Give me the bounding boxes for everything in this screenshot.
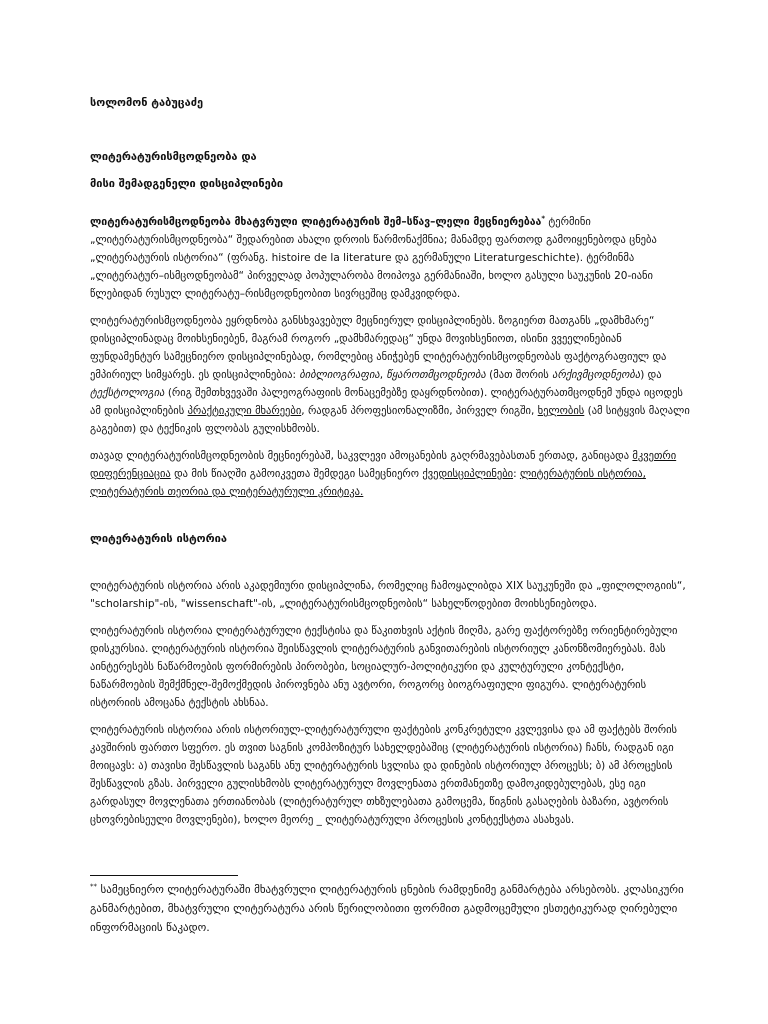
section-heading: ლიტერატურის ისტორია [90,532,227,545]
paragraph-disciplines [90,312,692,438]
author-name: სოლომონ ტაბუცაძე [90,96,204,109]
underlined-term: პრაქტიკული მხარეები [187,405,302,417]
definition-rest: ტერმინი „ლიტერატურისმცოდნეობა“ შედარებით ახალი დროის წარმონაქმნია; მანამდე ფართოდ გამოიყენებოდა ცნება „ლიტერატურის ისტორია“ (ფრანგ. histoire de la literature და გერმანული Literaturgeschichte). ტერმინმა „ლიტერატურ–ისმცოდნეობამ“ პირველად პოპულარობა მოიპოვა გერმანიაში, ხოლო გასული საუკუნის 20-იანი წლებიდან რუსულ ლიტერატუ–რისმცოდნეობით სივრცეშიც დამკვიდრდა. [90,216,657,300]
text-run: ლიტერატურისმცოდნეობა ეყრდნობა განსხვავებულ მეცნიერულ დისციპლინებს. ზოგიერთ მათგანს „დამხმარე“ დისციპლინადაც მოიხსენიებენ, მაგრამ როგორ „დამხმარედაც“ უნდა მოვიხსენიოთ, ისინი ვვეელინებიან ფუნდამენტურ სამეცნიერო დისციპლინებად, რომლებიც ანიჭებენ ლიტერატურისმცოდნეობას ფაქტოგრაფიულ და ემპირიულ სიმყარეს. ეს დისციპლინებია: [90,315,667,381]
underlined-term: ხელობის [537,405,585,417]
footnote-reference[interactable]: * [541,214,546,223]
section-body [90,577,692,838]
footnote [90,880,692,937]
italic-term: ტექსტოლოგია [90,387,165,399]
text-run: და მის წიაღში გამოიკვეთა შემდეგი სამეცნიერო [170,468,423,480]
text-run: (მათ შორის [485,369,553,381]
text-run: (ამ სიტყვის მაღალი გაგებით) და ტექნიკის ფლობას გულისხმობს. [90,405,690,435]
text-run: , რადგან პროფესიონალიზმი, პირველ რიგში, [301,405,538,417]
title-line-2: მისი შემადგენელი დისციპლინები [90,177,284,190]
paragraph-academic-discipline: ლიტერატურის ისტორია არის აკადემიური დისციპლინა, რომელიც ჩამოყალიბდა XIX საუკუნეში და „ფილოლოგიის“, "scholarship"-ის, "wissenschaft"-ის, „ლიტერატურისმცოდნეობის“ სახელწოდებით მოიხსენიებოდა. [90,580,686,610]
text-run: ) და [640,369,662,381]
footnote-mark: ** [90,882,97,891]
footnote-text: სამეცნიერო ლიტერატურაში მხატვრული ლიტერატურის ცნების რამდენიმე განმარტება არსებობს. კლასიკური განმარტებით, მხატვრული ლიტერატურა არის წერილობითი ფორმით გადმოცემული ესთეტიკურად ღირებული ინფორმაციის წაკადო. [90,883,684,934]
italic-term: წყაროთმცოდნეობა [386,369,486,381]
text-run: : [513,468,520,480]
underlined-term: ლიტერატურის ისტორია, ლიტერატურის თეორია და ლიტერატურული კრიტიკა. [90,468,646,498]
underlined-term: მკვეთრი დიფერენციაცია [90,450,677,480]
italic-term: არქივმცოდნეობა [552,369,641,381]
text-run: (რიგ შემთხვევაში პალეოგრაფიის მონაცემებზე დაყრდნობით). ლიტერატურათმცოდნემ უნდა იცოდეს ამ დისციპლინების [90,387,683,417]
definition-bold-lead: ლიტერატურისმცოდნეობა მხატვრული ლიტერატურის შემ–სწავ–ლელი მეცნიერებაა [90,216,542,228]
intro-body [90,213,692,510]
footnote-divider [90,875,238,876]
text-run: , [379,369,387,381]
paragraph-discourse: ლიტერატურის ისტორია ლიტერატურული ტექსტისა და წაკითხვის აქტის მიღმა, გარე ფაქტორებზე ორიენტირებული დისკურსია. ლიტერატურის ისტორია შეისწავლის ლიტერატურის განვითარების ისტორიულ კანონზომიერებას. მას აინტერესებს ნაწარმოების ფორმირების პირობები, სოციალურ-პოლიტიკური და კულტურული კონტექსტი, ნაწარმოების შემქმნელ-შემოქმედის პიროვნება ანუ ავტორი, როგორც ბიოგრაფიული ფიგურა. ლიტერატურის ისტორიის ამოცანა ტექსტის ახსნაა. [90,625,678,709]
italic-term: ბიბლიოგრაფია [299,369,380,381]
text-run: თავად ლიტერატურისმცოდნეობის მეცნიერებაშ, საკვლევი ამოცანების გაღრმავებასთან ერთად, განიცადა [90,450,633,462]
paragraph-scope: ლიტერატურის ისტორია არის ისტორიულ-ლიტერატურული ფაქტების კონკრეტული კვლევისა და ამ ფაქტებს შორის კავშირის ფართო სფერო. ეს თვით საგნის კომპოზიტურ სახელდებაშიც (ლიტერატურის ისტორია) ჩანს, რადგან იგი მოიცავს: ა) თავისი შესწავლის საგანს ანუ ლიტერატურის სვლისა და დინების ისტორიულ პროცესს; ბ) ამ პროცესის შესწავლის გზას. პირველი გულისხმობს ლიტერატურულ მოვლენათა ერთმანეთზე დამოკიდებულებას, ესე იგი გარდასულ მოვლენათა ერთიანობას (ლიტერატურულ თხზულებათა გამოცემა, წიგნის გასაღების ბაზარი, ავტორის ცხოვრებისეული მოვლენები), ხოლო მეორე _ ლიტერატურული პროცესის კონტექსტთა ასახვას. [90,724,678,826]
title-line-1: ლიტერატურისმცოდნეობა და [90,150,257,163]
paragraph-differentiation [90,447,692,501]
paragraph-definition [90,213,692,303]
underlined-term: ქვედისციპლინები [422,468,514,480]
